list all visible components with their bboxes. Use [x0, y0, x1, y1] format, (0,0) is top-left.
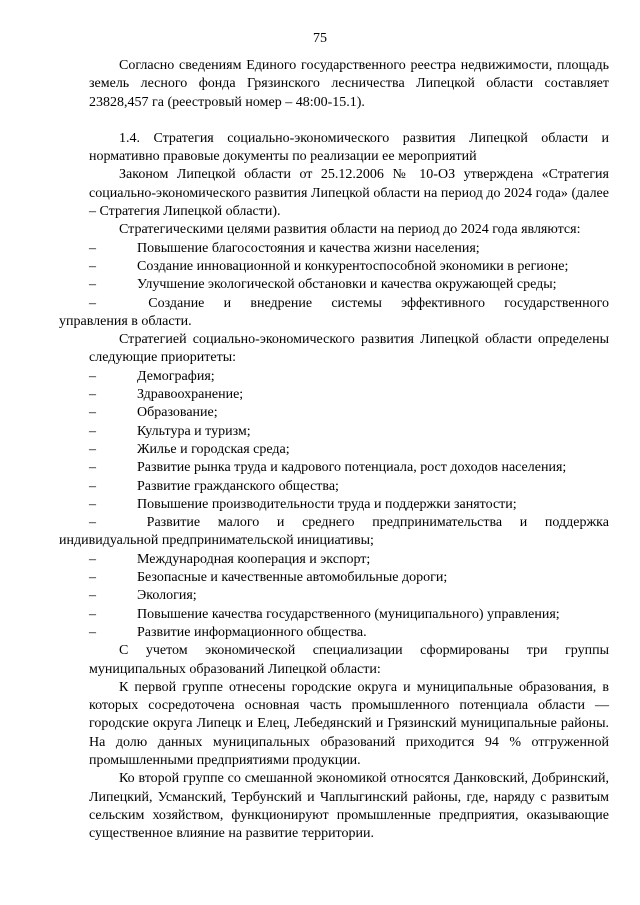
list-item: – Развитие гражданского общества; [89, 478, 609, 496]
list-item: – Безопасные и качественные автомобильные дороги; [89, 569, 609, 587]
list-item: – Международная кооперация и экспорт; [89, 551, 609, 569]
paragraph-group-1: К первой группе отнесены городские округа и муниципальные образования, в которых сосредоточена основная часть промышленного потенциала области — городские округа Липецк и Елец, Лебедянский и Грязинский муниципальные районы. На долю данных муниципальных образований приходится 94 % отгруженной промышленными предприятиями продукции. [89, 679, 609, 768]
list-item: – Образование; [89, 404, 609, 422]
list-dash: – [89, 295, 96, 311]
list-dash: – [89, 606, 96, 622]
document-body [59, 57, 609, 843]
list-item: – Создание инновационной и конкурентоспособной экономики в регионе; [89, 258, 609, 276]
list-item: – Жилье и городская среда; [89, 441, 609, 459]
paragraph-group-2: Ко второй группе со смешанной экономикой относятся Данковский, Добринский, Липецкий, Усманский, Тербунский и Чаплыгинский районы, где, наряду с развитым сельским хозяйством, функционируют промышленные предприятия, оказывающие существенное влияние на развитие территории. [89, 771, 609, 842]
list-item: – Повышение качества государственного (муниципального) управления; [89, 606, 609, 624]
list-item: – Здравоохранение; [89, 386, 609, 404]
list-item: – Развитие информационного общества. [89, 624, 609, 642]
list-dash: – [89, 588, 96, 604]
list-dash: – [89, 240, 96, 256]
paragraph-goals-intro: Стратегическими целями развития области на период до 2024 года являются: [119, 222, 581, 238]
page-number: 75 [313, 31, 327, 46]
list-dash: – [89, 405, 96, 421]
list-dash: – [89, 387, 96, 403]
paragraph-law: Законом Липецкой области от 25.12.2006 № 10-ОЗ утверждена «Стратегия социально-экономического развития Липецкой области на период до 2024 года» (далее – Стратегия Липецкой области). [89, 167, 609, 220]
list-dash: – [89, 441, 96, 457]
list-dash: – [89, 478, 96, 494]
list-dash: – [89, 551, 96, 567]
list-dash: – [89, 368, 96, 384]
list-item: – Повышение производительности труда и поддержки занятости; [89, 496, 609, 514]
list-item: – Демография; [89, 368, 609, 386]
paragraph-land-area: Согласно сведениям Единого государственного реестра недвижимости, площадь земель лесного фонда Грязинского лесничества Липецкой области составляет 23828,457 га (реестровый номер – 48:00-15.1). [89, 58, 609, 110]
paragraph-groups-intro: С учетом экономической специализации сформированы три группы муниципальных образований Липецкой области: [89, 643, 609, 677]
list-dash: – [89, 460, 96, 476]
list-dash: – [89, 277, 96, 293]
list-item: – Создание и внедрение системы эффективного государственного управления в области. [59, 295, 609, 329]
list-item: – Улучшение экологической обстановки и качества окружающей среды; [89, 276, 609, 294]
list-dash: – [89, 423, 96, 439]
list-dash: – [89, 515, 96, 531]
list-dash: – [89, 624, 96, 640]
list-dash: – [89, 258, 96, 274]
list-item: – Развитие малого и среднего предпринимательства и поддержка индивидуальной предпринимательской инициативы; [59, 515, 609, 549]
list-item: – Развитие рынка труда и кадрового потенциала, рост доходов населения; [89, 459, 609, 477]
list-item: – Экология; [89, 587, 609, 605]
list-item: – Повышение благосостояния и качества жизни населения; [89, 240, 609, 258]
section-heading: 1.4. Стратегия социально-экономического развития Липецкой области и нормативно правовые документы по реализации ее мероприятий [89, 130, 609, 165]
paragraph-priorities-intro: Стратегией социально-экономического развития Липецкой области определены следующие приоритеты: [89, 332, 609, 366]
list-dash: – [89, 496, 96, 512]
goals-list [59, 240, 609, 331]
list-item: – Культура и туризм; [89, 423, 609, 441]
list-dash: – [89, 570, 96, 586]
priorities-list [59, 368, 609, 642]
